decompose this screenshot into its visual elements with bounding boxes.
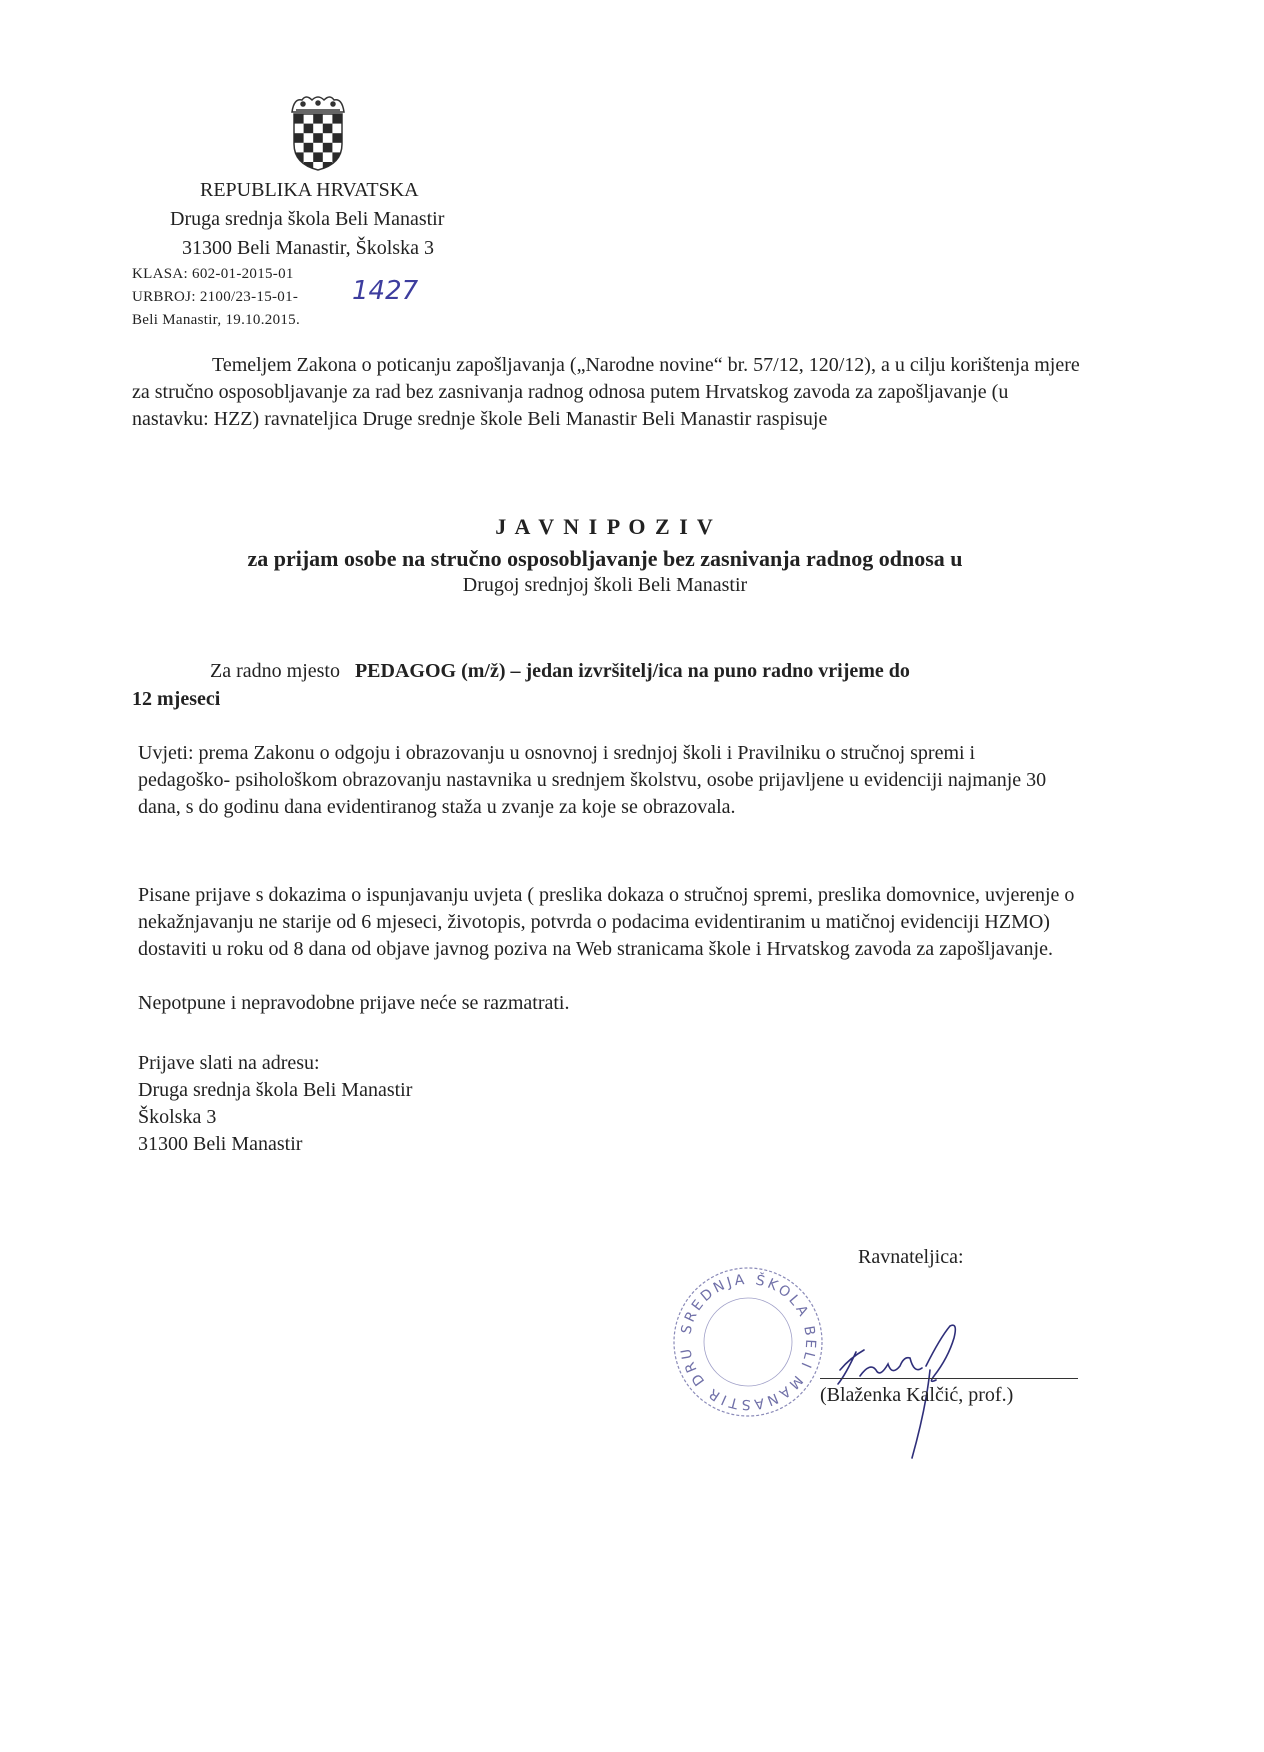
document-subtitle: za prijam osobe na stručno osposobljavanje bez zasnivanja radnog odnosa u [247,546,963,571]
official-stamp [668,1262,828,1422]
signature-role: Ravnateljica: [858,1246,964,1268]
intro-paragraph: Temeljem Zakona o poticanju zapošljavanja („Narodne novine“ br. 57/12, 120/12), a u cilju korištenja mjere za stručno osposobljavanje za rad bez zasnivanja radnog odnosa putem Hrvatskog zavoda za zapošljavanje (u nastavku: HZZ) ravnateljica Druge srednje škole Beli Manastir Beli Manastir raspisuje [132,354,1080,430]
klasa: KLASA: 602-01-2015-01 [132,266,294,282]
urbroj-handwritten-number: 1427 [352,276,419,306]
urbroj: URBROJ: 2100/23-15-01- [132,289,299,305]
signature-line [820,1378,1078,1379]
position-line [210,658,910,685]
position-prefix: Za radno mjesto [210,660,340,682]
send-to-line1: Druga srednja škola Beli Manastir [138,1079,413,1101]
stamp-ring-text: SREDNJA ŠKOLA BELI MANASTIR DRU [677,1271,819,1413]
conditions-paragraph: Uvjeti: prema Zakonu o odgoju i obrazovanju u osnovnoj i srednjoj školi i Pravilniku o stručnoj spremi i pedagoško- psihološkom obrazovanju nastavnika u srednjem školstvu, osobe prijavljene u evidenciji najmanje 30 dana, s do godinu dana evidentiranog staža u zvanje za koje se obrazovala. [138,742,1047,818]
incomplete-note: Nepotpune i nepravodobne prijave neće se razmatrati. [138,992,570,1014]
state-name: REPUBLIKA HRVATSKA [200,179,419,201]
place-date: Beli Manastir, 19.10.2015. [132,312,301,328]
position-duration: 12 mjeseci [132,688,221,710]
position-name: PEDAGOG (m/ž) – jedan izvršitelj/ica na puno radno vrijeme do [354,660,910,682]
send-to-line2: Školska 3 [138,1106,217,1128]
send-to-block [138,1050,412,1158]
document-title: J A V N I P O Z I V [495,514,715,539]
coat-of-arms-icon [286,92,350,172]
svg-text:SREDNJA ŠKOLA BELI MANASTIR DR [668,1262,818,1412]
applications-paragraph: Pisane prijave s dokazima o ispunjavanju uvjeta ( preslika dokaza o stručnoj spremi, preslika domovnice, uvjerenje o nekažnjavanju ne starije od 6 mjeseci, životopis, potvrda o podacima evidentiranim u matičnoj evidenciji HZMO) dostaviti u roku od 8 dana od objave javnog poziva na Web stranicama škole i Hrvatskog zavoda za zapošljavanje. [138,884,1075,960]
send-to-label: Prijave slati na adresu: [138,1052,320,1074]
school-address: 31300 Beli Manastir, Školska 3 [182,237,434,259]
school-name: Druga srednja škola Beli Manastir [170,208,445,230]
send-to-line3: 31300 Beli Manastir [138,1133,303,1155]
document-subtitle-place: Drugoj srednjoj školi Beli Manastir [462,574,748,596]
signatory-name: (Blaženka Kalčić, prof.) [820,1384,1014,1406]
